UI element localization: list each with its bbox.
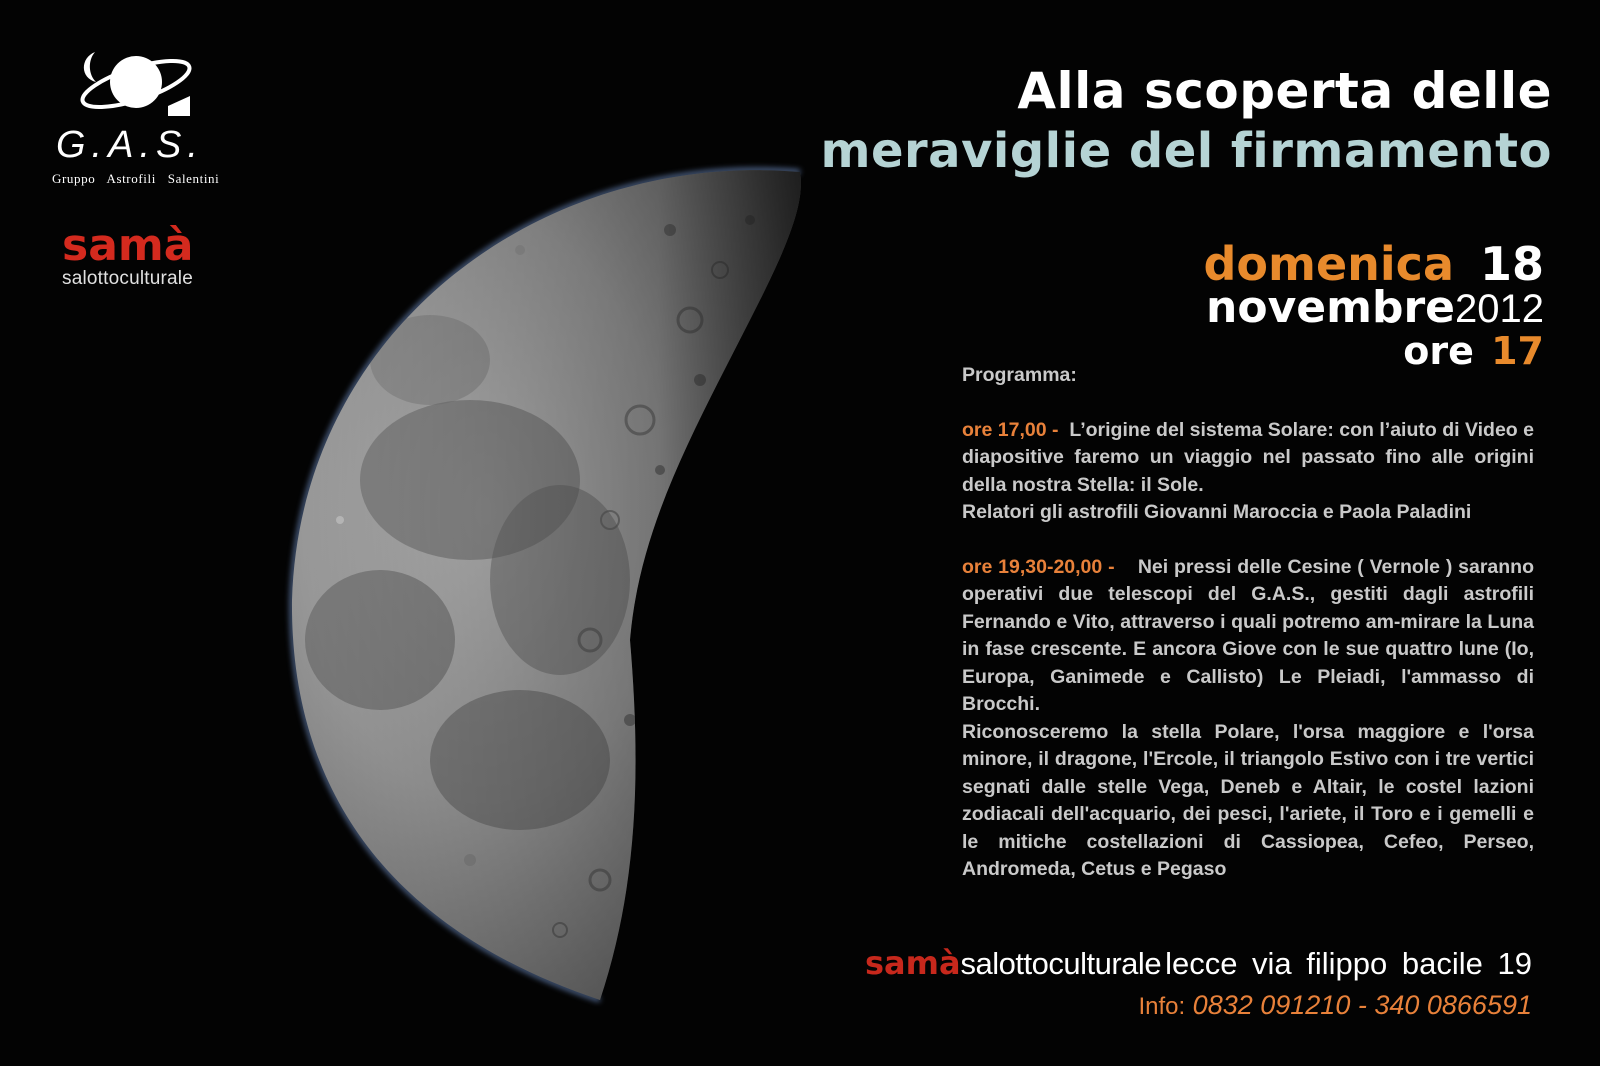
program-item-1-text: L’origine del sistema Solare: con l’aiuto di Video e diapositive faremo un viaggio nel passato fino alle origini della nostra Stella: il Sole. (962, 418, 1534, 496)
program-item-2-text-continued: Riconosceremo la stella Polare, l'orsa maggiore e l'orsa minore, il dragone, l'Ercole, il triangolo Estivo con i tre vertici segnati dalle stelle Vega, Deneb e Altair, le costel lazioni zodiacali dell'acquario, dei pesci, l'ariete, il Toro e i gemelli e le mitiche costellazioni di Cassiopea, Cefeo, Perseo, Andromeda, Cetus e Pegaso (962, 720, 1534, 880)
day-name: domenica (1203, 237, 1454, 291)
time-label: ore (1403, 329, 1474, 373)
program-item-2 (962, 554, 1534, 719)
program-item-1-speakers: Relatori gli astrofili Giovanni Maroccia e Paola Paladini (962, 501, 1472, 523)
title-line-1: Alla scoperta delle (1017, 62, 1552, 120)
gas-full-name: Gruppo Astrofili Salentini (52, 171, 220, 186)
time-value: 17 (1491, 329, 1544, 373)
sama-logo (62, 220, 194, 290)
info-phones: 0832 091210 - 340 0866591 (1192, 990, 1532, 1020)
gas-logo (50, 44, 250, 194)
venue-sama: samà (864, 944, 961, 982)
program-item-2-text: Nei pressi delle Cesine ( Vernole ) saranno operativi due telescopi del G.A.S., gestiti dagli astrofili Fernando e Vito, attraverso i quali potremo am-mirare la Luna in fase crescente. E ancora Giove con le sue quattro lune (Io, Europa, Ganimede e Callisto) Le Pleiadi, l'ammasso di Brocchi. (962, 555, 1535, 715)
date-line-month (1204, 282, 1545, 333)
month-name: novembre (1206, 282, 1456, 333)
program-item-1 (962, 417, 1534, 500)
gas-letters: G.A.S. (56, 124, 204, 166)
sama-logo-sub: salottoculturale (62, 268, 193, 289)
program-item-2-time: ore 19,30-20,00 - (962, 555, 1115, 578)
program-heading: Programma: (962, 364, 1077, 386)
venue-salotto: salottoculturale (960, 946, 1162, 981)
program-item-1-time: ore 17,00 - (962, 418, 1059, 441)
sama-logo-word: samà (62, 220, 194, 271)
info-label: Info: (1138, 993, 1186, 1020)
program-section (962, 362, 1534, 884)
title-line-2: meraviglie del firmamento (820, 123, 1552, 179)
day-number: 18 (1479, 237, 1544, 291)
year: 2012 (1455, 287, 1544, 331)
venue-street: lecce via filippo bacile 19 (1165, 946, 1532, 981)
date-line-day (1203, 237, 1545, 291)
saturn-icon (50, 44, 250, 134)
info-contacts (1138, 990, 1532, 1021)
event-date (1203, 237, 1545, 373)
venue-address (865, 944, 1532, 982)
